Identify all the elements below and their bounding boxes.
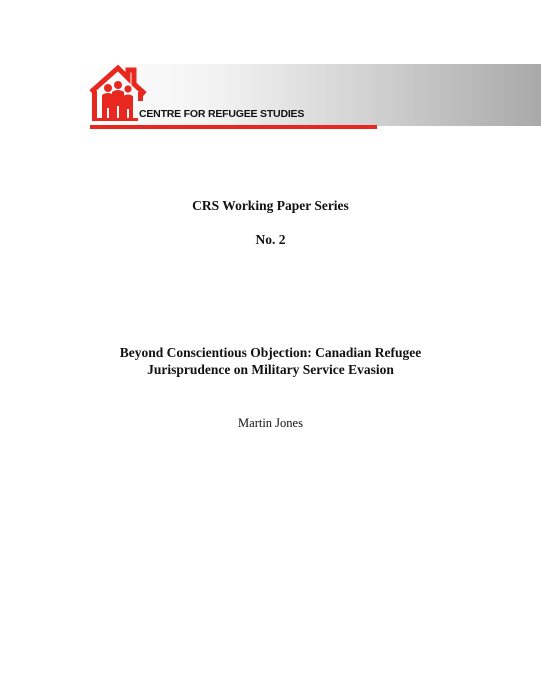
org-name: CENTRE FOR REFUGEE STUDIES	[139, 108, 305, 120]
paper-number: No. 2	[255, 232, 286, 247]
paper-title	[0, 344, 541, 378]
header-banner	[82, 64, 541, 130]
paper-title-line-1: Beyond Conscientious Objection: Canadian Refugee	[119, 345, 422, 360]
series-heading: CRS Working Paper Series	[192, 198, 349, 213]
author-name: Martin Jones	[238, 416, 303, 430]
paper-title-line-2: Jurisprudence on Military Service Evasion	[147, 362, 394, 377]
